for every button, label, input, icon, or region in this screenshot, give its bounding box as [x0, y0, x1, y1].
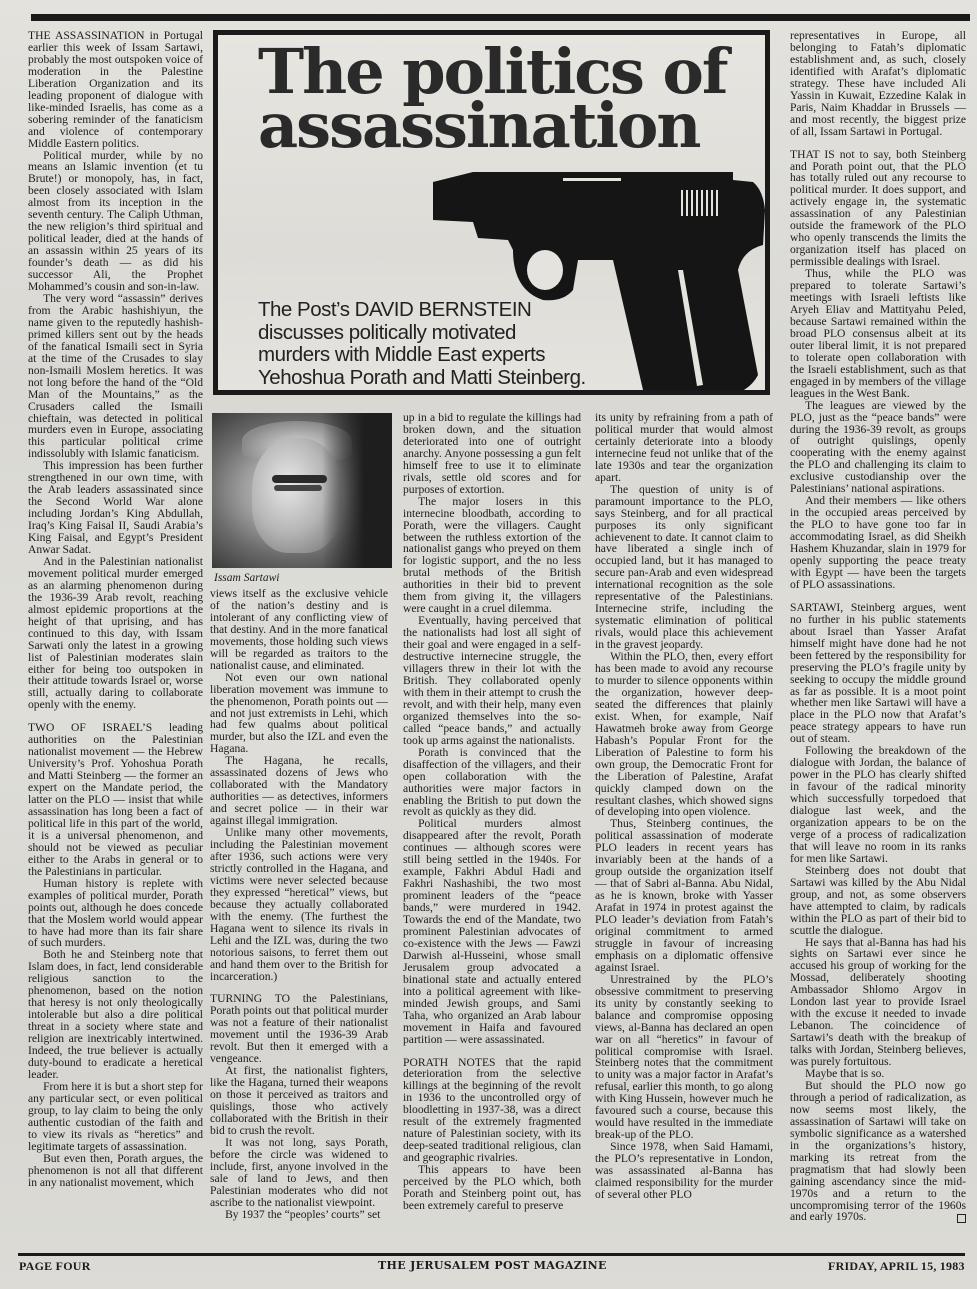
paragraph: Political murder, while by no means an Islamic invention (et tu Brute!) or monopoly, has, in fact, been closely associated with Islam almost from its inception in the seventh century. The Caliph Uthman, the new religion’s third spiritual and political leader, died at the hands of an assassin within 25 years of its founder’s death — as did his successor Ali, the Prophet Mohammed’s cousin and son-in-law.	[28, 148, 203, 294]
end-of-article-icon	[957, 1214, 966, 1223]
paragraph: up in a bid to regulate the killings had broken down, and the situation deteriorated into one of outright anarchy. Anyone possessing a gun felt himself free to use it to eliminate rivals, settle old scores and for purposes of extortion.	[403, 411, 581, 496]
photo-eyes	[274, 485, 322, 491]
final-paragraph	[790, 1080, 966, 1223]
paragraph: representatives in Europe, all belonging to Fatah’s diplomatic establishment and, as such, closely identified with Arafat’s diplomatic strategy. These have included Ali Yassin in Kuwait, Ezzedine Kalak in Paris, Naim Khaddar in Brussels — and most recently, the biggest prize of all, Issam Sartawi in Portugal.	[790, 29, 966, 138]
paragraph: its unity by refraining from a path of political murder that would almost certainly deteriorate into a bloody internecine feud not unlike that of the late 1930s and tear the organization apart.	[595, 411, 773, 484]
paragraph: Thus, Steinberg continues, the political assassination of moderate PLO leaders in recent years has invariably been at the hands of a group outside the organization itself — that of Sabri al-Banna. Abu Nidal, as he is known, broke with Yasser Arafat in 1974 in protest against the PLO leader’s deviation from Fatah’s original commitment to armed struggle in favour of increasing emphasis on a diplomatic offensive against Israel.	[595, 817, 773, 974]
paragraph: But even then, Porath argues, the phenomenon is not all that different in any nationalist movement, which	[28, 1151, 203, 1189]
paragraph: Since 1978, when Said Hamami, the PLO’s representative in London, was assassinated al-Banna has claimed responsibility for the murder of several other PLO	[595, 1140, 773, 1201]
section-lead-paragraph: TWO OF ISRAEL’S leading authorities on the Palestinian nationalist movement — the Hebrew University’s Prof. Yohoshua Porath and Matti Steinberg — the former an expert on the Mandate period, the latter on the PLO — insist that while assassination has long been a fact of political life in this part of the world, it is a universal phenomenon, and should not be viewed as peculiar either to the Arabs in general or to the Palestinians in particular.	[28, 721, 203, 878]
paragraph: The Hagana, he recalls, assassinated dozens of Jews who collaborated with the Mandatory authorities — as detectives, informers and secret police — in their war against illegal immigration.	[210, 754, 388, 828]
section-lead-paragraph: SARTAWI, Steinberg argues, went no further in his public statements about Israel than Yasser Arafat himself might have done had he not been fettered by the responsibility for preserving the PLO’s fragile unity by seeking to occupy the middle ground as far as possible. It is a moot point whether men like Sartawi will have a place in the PLO now that Arafat’s peace strategy appears to have run out of steam.	[790, 600, 966, 746]
paragraph: Steinberg does not doubt that Sartawi was killed by the Abu Nidal group, and not, as some observers have attempted to claim, by radicals within the PLO as part of their bid to scuttle the dialogue.	[790, 863, 966, 937]
deck-line: Yehoshua Porath and Matti Steinberg.	[258, 365, 586, 389]
paragraph: The leagues are viewed by the PLO, just as the “peace bands” were during the 1936-39 revolt, as groups of outright quislings, openly cooperating with the enemy against the PLO and challenging its claim to exclusive custodianship over the Palestinians’ national aspirations.	[790, 398, 966, 496]
headline-line-2: assassination	[258, 89, 700, 162]
paragraph: Following the breakdown of the dialogue with Jordan, the balance of power in the PLO has clearly shifted in favour of the radical minority which successfully torpedoed that dialogue last week, and the organization appears to be on the verge of a process of radicalization that will leave no room in its ranks for men like Sartawi.	[790, 744, 966, 865]
final-paragraph-text: But should the PLO now go through a period of radicalization, as now seems most likely, the assassination of Sartawi will take on symbolic significance as a watershed in the organizations’s history, marking its retreat from the pragmatism that had slowly been gaining ascendancy since the mid-1970s and a return to the uncompromising terror of the 1960s and early 1970s.	[790, 1078, 966, 1224]
paragraph: It was not long, says Porath, before the circle was widened to include, first, anyone involved in the sale of land to Jews, and then Palestinian moderates who did not ascribe to the nationalist viewpoint.	[210, 1135, 388, 1209]
column-3	[403, 412, 581, 1212]
photo-caption: Issam Sartawi	[214, 572, 280, 584]
paragraph: And in the Palestinian nationalist movement political murder emerged as an alarming phenomenon during the 1936-39 Arab revolt, reaching almost epidemic proportions at the height of that uprising, and has continued to this day, with Issam Sarwati only the latest in a growing list of Palestinian moderates slain either for being too outspoken in their attitude towards Israel or, worse still, actually daring to collaborate openly with the enemy.	[28, 554, 203, 712]
section-lead-paragraph: PORATH NOTES that the rapid deterioration from the selective killings at the beginning of the revolt in 1936 to the uncontrolled orgy of bloodletting in 1937-38, was a direct result of the extremely fragmented nature of Palestinian society, with its deep-seated traditional religious, clan and geographic rivalries.	[403, 1055, 581, 1165]
paragraph: This impression has been further strengthened in our own time, with the Arab leaders assassinated since the Second World War alone including Jordan’s King Abdullah, Iraq’s King Faisal II, Saudi Arabia’s King Faisal, and Egypt’s President Anwar Sadat.	[28, 459, 203, 556]
paragraph: views itself as the exclusive vehicle of the nation’s destiny and is intolerant of any conflicting view of that destiny. And in the more fanatical movements, those holding such views will be regarded as traitors to the nationalist cause, and eliminated.	[210, 587, 388, 672]
issue-date: FRIDAY, APRIL 15, 1983	[828, 1259, 965, 1273]
publication-name: THE JERUSALEM POST MAGAZINE	[378, 1259, 607, 1272]
paragraph: Political murders almost disappeared after the revolt, Porath continues — although scores were still being settled in the 1940s. For example, Fakhri Abdul Hadi and Fakhri Nashashibi, the two most prominent leaders of the “peace bands,” were murdered in 1942. Towards the end of the Mandate, two prominent Palestinian advocates of co-existence with the Jews — Fawzi Darwish al-Husseini, whose small Jerusalem group advocated a binational state and actually entered into a political agreement with like-minded Jewish groups, and Sami Taha, who organized an Arab labour movement in Haifa and favoured partition — were assassinated.	[403, 817, 581, 1046]
paragraph: Human history is replete with examples of political murder, Porath points out, although he does concede that the Moslem world would appear to have had more than its fair share of such murders.	[28, 876, 203, 950]
paragraph: Eventually, having perceived that the nationalists had lost all sight of their goal and were engaged in a self-destructive internecine struggle, the villagers threw in their lot with the British. They collaborated openly with them in their attempt to crush the revolt, and with their help, many even organized themselves into the so-called “peace bands,” and actually took up arms against the nationalists.	[403, 614, 581, 747]
paragraph: Unrestrained by the PLO’s obsessive commitment to preserving its unity by constantly seeking to balance and compromise opposing views, al-Banna has declared an open war on all “heretics” in favour of political compromise with Israel. Steinberg notes that the commitment to unity was a major factor in Arafat’s refusal, earlier this month, to go along with King Hussein, however much he favoured such a course, because this would have resulted in the immediate break-up of the PLO.	[595, 972, 773, 1142]
paragraph: Not even our own national liberation movement was immune to the phenomenon, Porath points out — and not just extremists in Lehi, which had few qualms about political murder, but also the IZL and even the Hagana.	[210, 670, 388, 756]
column-5	[790, 30, 966, 1223]
column-2	[210, 588, 388, 1221]
paragraph: By 1937 the “peoples’ courts” set	[225, 1207, 381, 1221]
paragraph: Both he and Steinberg note that Islam does, in fact, lend considerable religious sanction to the phenomenon, based on the notion that heresy is not only theologically intolerable but also a dire political threat in a society where state and religion are inextricably intertwined. Indeed, the true believer is actually duty-bound to eradicate a heretical leader.	[28, 948, 203, 1081]
paragraph: The question of unity is of paramount importance to the PLO, says Steinberg, and for all practical purposes its only significant achievenent to date. It cannot claim to have liberated a single inch of occupied land, but it has managed to secure pan-Arab and even widespread international recognition as the sole representative of the Palestinians. Internecine strife, including the systematic elimination of political rivals, would place this achievement in the gravest jeopardy.	[595, 482, 773, 652]
paragraph: He says that al-Banna has had his sights on Sartawi ever since he accused his group of working for the Mossad, deliberately shooting Ambassador Shlomo Argov in London last year to provide Israel with the excuse it needed to invade Lebanon. The coincidence of Sartawi’s death with the breakup of talks with Jordan, Steinberg believes, was purely fortuitous.	[790, 935, 966, 1069]
headline-box	[213, 30, 770, 395]
photo-brow	[272, 475, 327, 483]
photo-shadow	[322, 413, 392, 568]
portrait-photo	[212, 413, 392, 568]
paragraph: Within the PLO, then, every effort has been made to avoid any recourse to murder to silence opponents within the organization, however deep-seated the differences that plainly exist. When, for example, Naif Hawatmeh broke away from George Habash’s Popular Front for the Liberation of Palestine to form his own group, the Democratic Front for the Liberation of Palestine, Arafat quickly clamped down on the resultant clashes, which showed signs of developing into open violence.	[595, 650, 773, 819]
deck-subheadline	[258, 299, 618, 389]
headline	[258, 35, 728, 162]
column-1	[28, 30, 203, 1189]
deck-line: The Post’s DAVID BERNSTEIN	[258, 298, 532, 321]
bottom-rule	[18, 1253, 965, 1256]
paragraph: At first, the nationalist fighters, like the Hagana, turned their weapons on those it perceived as traitors and quislings, those who actively collaborated with the British in their bid to crush the revolt.	[210, 1064, 388, 1137]
paragraph: From here it is but a short step for any particular sect, or even political group, to lay claim to being the only authentic custodian of the faith and to view its rivals as “heretics” and legitimate targets of assassination.	[28, 1079, 203, 1153]
paragraph: And their members — like others in the occupied areas perceived by the PLO to have gone too far in accommodating Israel, as did Sheikh Hashem Khuzandar, slain in 1979 for openly supporting the peace treaty with Egypt — have been the targets of PLO assassinations.	[790, 494, 966, 591]
paragraph: The very word “assassin” derives from the Arabic hashishiyun, the name given to the reputedly hashish-primed killers sent out by the heads of the fanatical Ismaili sect in Syria at the time of the Crusades to slay non-Ismaili Moslem heretics. It was not long before the hand of the “Old Man of the Mountains,” as the Crusaders called the Ismaili chieftain, was detected in political murders even in Europe, associating this particular political crime indissolubly with Islamic fanaticism.	[28, 291, 203, 461]
paragraph: Unlike many other movements, including the Palestinian movement after 1936, such actions were very strictly controlled in the Hagana, and victims were never selected because they expressed “heretical” views, but because they actually collaborated with the enemy. (The furthest the Hagana went to silence its rivals in Lehi and the IZL was, during the two notorious saisons, to ferret them out and hand them over to the British for incarceration.)	[210, 826, 388, 983]
headline-line-1: The politics of	[258, 35, 727, 108]
paragraph: Thus, while the PLO was prepared to tolerate Sartawi’s meetings with Israeli leftists like Aryeh Eliav and Mattityahu Peled, because Sartawi remained within the broad PLO consensus albeit at its outer liberal limit, it is not prepared to tolerate open collaboration with the Israeli establishment, such as that engaged in by members of the village leagues in the West Bank.	[790, 267, 966, 400]
deck-line: discusses politically motivated	[258, 320, 516, 344]
paragraph: This appears to have been perceived by the PLO which, both Porath and Steinberg point out, has been extremely careful to preserve	[403, 1163, 581, 1212]
paragraph: THE ASSASSINATION in Portugal earlier this week of Issam Sartawi, probably the most outspoken voice of moderation in the Palestine Liberation Organization and its leading proponent of dialogue with like-minded Israelis, has come as a sobering reminder of the fanaticism and violence of contemporary Middle Eastern politics.	[28, 29, 203, 150]
page-number: PAGE FOUR	[19, 1259, 91, 1273]
section-lead-paragraph: THAT IS not to say, both Steinberg and Porath point out, that the PLO has totally ruled out any recourse to political murder. It does support, and actively engage in, the systematic assassination of any Palestinian outside the framework of the PLO who openly transcends the limits the organization itself has placed on permissible dealings with Israel.	[790, 147, 966, 269]
column-4	[595, 412, 773, 1201]
top-rule	[31, 14, 970, 21]
paragraph: Porath is convinced that the disaffection of the villagers, and their open collaboration with the authorities were major factors in enabling the British to put down the revolt as quickly as they did.	[403, 745, 581, 819]
paragraph: The major losers in this internecine bloodbath, according to Porath, were the villagers. Caught between the ruthless extortion of the nationalist gangs who preyed on them for logistic support, and the no less brutal methods of the British authorities in their bid to prevent them from giving it, the villagers were caught in a cruel dilemma.	[403, 494, 581, 616]
section-lead-paragraph: TURNING TO the Palestinians, Porath points out that political murder was not a feature of their nationalist movement until the 1936-39 Arab revolt. But then it emerged with a vengeance.	[210, 992, 388, 1066]
deck-line: murders with Middle East experts	[258, 343, 546, 366]
paragraph: Maybe that is so.	[805, 1067, 885, 1081]
